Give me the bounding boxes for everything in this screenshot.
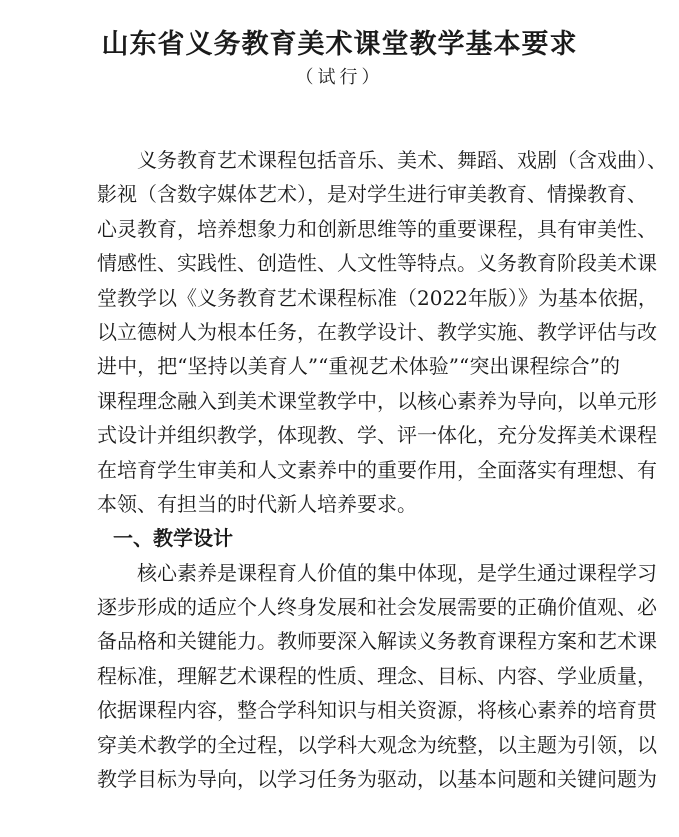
intro-line: 本领、有担当的时代新人培养要求。	[97, 491, 417, 516]
section-line: 依据课程内容，整合学科知识与相关资源，将核心素养的培育贯	[97, 698, 657, 723]
intro-line: 课程理念融入到美术课堂教学中，以核心素养为导向，以单元形	[97, 388, 657, 413]
intro-line: 进中，把“坚持以美育人”“重视艺术体验”“突出课程综合”的	[97, 354, 620, 379]
intro-line: 义务教育艺术课程包括音乐、美术、舞蹈、戏剧（含戏曲）、	[137, 148, 667, 172]
section-line: 备品格和关键能力。教师要深入解读义务教育课程方案和艺术课	[97, 629, 657, 654]
intro-line: 在培育学生审美和人文素养中的重要作用，全面落实有理想、有	[97, 457, 657, 482]
intro-line: 影视（含数字媒体艺术），是对学生进行审美教育、情操教育、	[97, 182, 647, 207]
intro-line: 心灵教育，培养想象力和创新思维等的重要课程，具有审美性、	[97, 216, 657, 241]
intro-line: 堂教学以《义务教育艺术课程标准（2022年版）》为基本依据，	[97, 285, 658, 310]
section-line: 核心素养是课程育人价值的集中体现，是学生通过课程学习	[137, 560, 657, 585]
document-body	[97, 143, 667, 796]
section-line: 教学目标为导向，以学习任务为驱动，以基本问题和关键问题为	[97, 767, 657, 792]
section-line: 逐步形成的适应个人终身发展和社会发展需要的正确价值观、必	[97, 595, 657, 620]
intro-line: 式设计并组织教学，体现教、学、评一体化，充分发挥美术课程	[97, 423, 657, 448]
section-line: 程标准，理解艺术课程的性质、理念、目标、内容、学业质量，	[97, 663, 657, 688]
intro-line: 以立德树人为根本任务，在教学设计、教学实施、教学评估与改	[97, 319, 657, 344]
intro-line: 情感性、实践性、创造性、人文性等特点。义务教育阶段美术课	[97, 251, 657, 276]
section-heading: 一、教学设计	[113, 526, 233, 551]
document-subtitle: （试行）	[295, 67, 384, 88]
section-line: 穿美术教学的全过程，以学科大观念为统整，以主题为引领，以	[97, 732, 657, 757]
document-title: 山东省义务教育美术课堂教学基本要求	[101, 29, 578, 60]
